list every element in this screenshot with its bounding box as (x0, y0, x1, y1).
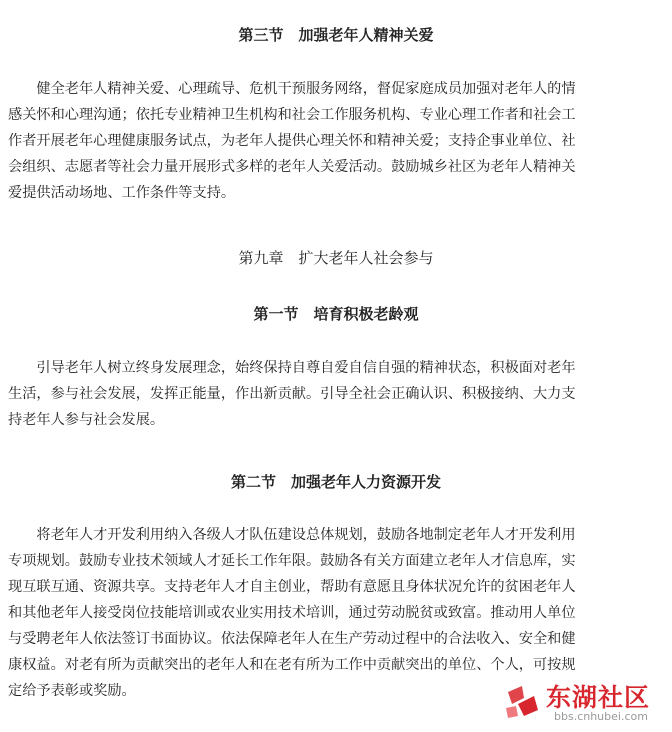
paragraph-line: 康权益。对老有所为贡献突出的老年人和在老有所为工作中贡献突出的单位、个人，可按规 (8, 657, 576, 673)
section-heading-3: 第三节 加强老年人精神关爱 (238, 26, 434, 44)
paragraph-line: 作者开展老年心理健康服务试点，为老年人提供心理关怀和精神关爱；支持企事业单位、社 (8, 133, 576, 149)
paragraph-line: 现互联互通、资源共享。支持老年人才自主创业，帮助有意愿且身体状况允许的贫困老年人 (8, 579, 576, 595)
paragraph-mental-care (8, 76, 662, 206)
paragraph-line: 健全老年人精神关爱、心理疏导、危机干预服务网络，督促家庭成员加强对老年人的情 (8, 81, 576, 97)
paragraph-line: 生活，参与社会发展，发挥正能量，作出新贡献。引导全社会正确认识、积极接纳、大力支 (8, 386, 576, 402)
watermark-url: bbs.cnhubei.com (554, 710, 648, 723)
paragraph-line: 专项规划。鼓励专业技术领域人才延长工作年限。鼓励各有关方面建立老年人才信息库，实 (8, 553, 576, 569)
paragraph-line: 定给予表彰或奖励。 (8, 683, 136, 699)
watermark-logo-icon (504, 682, 544, 720)
chapter-heading-9: 第九章 扩大老年人社会参与 (238, 249, 434, 267)
section-heading-2: 第二节 加强老年人力资源开发 (230, 473, 441, 491)
paragraph-active-aging (8, 355, 662, 433)
paragraph-line: 感关怀和心理沟通；依托专业精神卫生机构和社会工作服务机构、专业心理工作者和社会工 (8, 107, 576, 123)
paragraph-line: 持老年人参与社会发展。 (8, 412, 165, 428)
site-watermark (498, 674, 668, 730)
paragraph-line: 与受聘老年人依法签订书面协议。依法保障老年人在生产劳动过程中的合法收入、安全和健 (8, 631, 576, 647)
watermark-title: 东湖社区 (546, 683, 651, 712)
section-heading-1: 第一节 培育积极老龄观 (253, 305, 419, 323)
paragraph-line: 将老年人才开发利用纳入各级人才队伍建设总体规划，鼓励各地制定老年人才开发利用 (8, 527, 576, 543)
paragraph-line: 爱提供活动场地、工作条件等支持。 (8, 185, 236, 201)
paragraph-line: 引导老年人树立终身发展理念，始终保持自尊自爱自信自强的精神状态，积极面对老年 (8, 360, 576, 376)
paragraph-line: 和其他老年人接受岗位技能培训或农业实用技术培训，通过劳动脱贫或致富。推动用人单位 (8, 605, 576, 621)
paragraph-line: 会组织、志愿者等社会力量开展形式多样的老年人关爱活动。鼓励城乡社区为老年人精神关 (8, 159, 576, 175)
